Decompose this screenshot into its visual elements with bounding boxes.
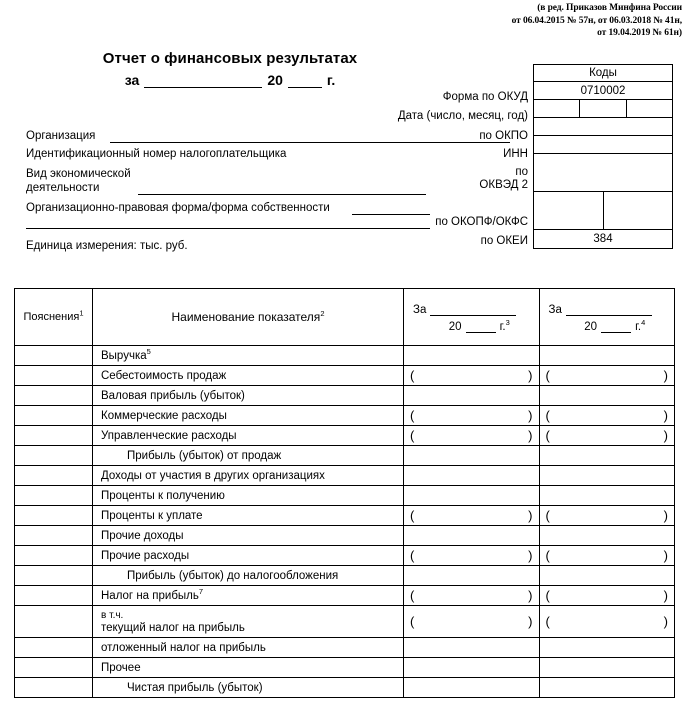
row-indicator-name: Валовая прибыль (убыток) <box>93 386 404 406</box>
codes-row-okei <box>534 230 672 248</box>
row-value-col-4[interactable] <box>539 546 675 566</box>
row-explanations-cell[interactable] <box>15 678 93 698</box>
row-value-col-4[interactable] <box>539 446 675 466</box>
row-value-col-4[interactable] <box>539 386 675 406</box>
row-value-col-3[interactable] <box>404 506 540 526</box>
value-parentheses <box>404 509 539 522</box>
paren-close: ) <box>528 548 533 563</box>
table-row <box>15 406 675 426</box>
table-row <box>15 486 675 506</box>
row-indicator-name: Прочие расходы <box>93 546 404 566</box>
date-year-value[interactable] <box>626 100 672 117</box>
value-parentheses <box>540 549 675 562</box>
row-value-col-3[interactable] <box>404 546 540 566</box>
row-indicator-note: 5 <box>146 346 151 356</box>
okpo-value[interactable] <box>534 118 672 135</box>
row-value-col-3[interactable] <box>404 386 540 406</box>
row-value-col-4[interactable] <box>539 346 675 366</box>
value-parentheses <box>404 549 539 562</box>
legal-form-label: Организационно-правовая форма/форма собственности <box>26 202 330 214</box>
row-indicator-name: Себестоимость продаж <box>93 366 404 386</box>
row-value-col-4[interactable] <box>539 406 675 426</box>
okopf-okfs-label: по ОКОПФ/ОКФС <box>435 216 528 228</box>
codes-box <box>533 64 673 249</box>
row-explanations-cell[interactable] <box>15 546 93 566</box>
header-explanations-label: Пояснения <box>23 311 80 323</box>
row-explanations-cell[interactable] <box>15 386 93 406</box>
row-indicator-name: отложенный налог на прибыль <box>93 638 404 658</box>
value-parentheses <box>540 369 675 382</box>
title-period-row <box>0 72 460 88</box>
row-value-col-4[interactable] <box>539 486 675 506</box>
row-indicator-name: Прочие доходы <box>93 526 404 546</box>
paren-close: ) <box>663 428 668 443</box>
row-explanations-cell[interactable] <box>15 366 93 386</box>
header-indicator-note: 2 <box>320 309 325 318</box>
unit-label: Единица измерения: тыс. руб. <box>26 240 188 252</box>
row-indicator-name: Управленческие расходы <box>93 426 404 446</box>
table-row <box>15 606 675 638</box>
row-value-col-4[interactable] <box>539 466 675 486</box>
value-parentheses <box>404 615 539 628</box>
value-parentheses <box>404 409 539 422</box>
row-value-col-4[interactable] <box>539 678 675 698</box>
row-explanations-cell[interactable] <box>15 466 93 486</box>
value-parentheses <box>404 429 539 442</box>
okud-value[interactable]: 0710002 <box>580 84 626 97</box>
year-suffix-label: г. <box>326 72 336 88</box>
header-period-col-3-input[interactable] <box>430 302 516 316</box>
table-row <box>15 566 675 586</box>
value-parentheses <box>540 589 675 602</box>
okved-label <box>330 166 528 191</box>
table-body <box>15 346 675 698</box>
row-value-col-3[interactable] <box>404 486 540 506</box>
row-indicator-name: Прочее <box>93 658 404 678</box>
codes-row-date <box>534 100 672 118</box>
paren-open: ( <box>410 548 415 563</box>
financial-results-table <box>14 288 675 698</box>
paren-close: ) <box>663 408 668 423</box>
row-value-col-3[interactable] <box>404 658 540 678</box>
header-period-col-3-prefix: За <box>413 303 427 316</box>
header-period-col-3-year-prefix: 20 <box>448 320 462 333</box>
codes-row-okved <box>534 154 672 192</box>
row-explanations-cell[interactable] <box>15 346 93 366</box>
period-input[interactable] <box>144 74 262 88</box>
table-row <box>15 526 675 546</box>
table-row <box>15 546 675 566</box>
paren-open: ( <box>410 508 415 523</box>
header-period-col-4 <box>539 289 675 346</box>
row-value-col-4[interactable] <box>539 526 675 546</box>
row-value-col-3[interactable] <box>404 606 540 638</box>
revision-note-line-2: от 06.04.2015 № 57н, от 06.03.2018 № 41н, <box>511 15 682 26</box>
table-row <box>15 426 675 446</box>
period-prefix-label: за <box>124 72 140 88</box>
row-explanations-cell[interactable] <box>15 486 93 506</box>
header-indicator-label: Наименование показателя <box>171 310 321 324</box>
row-indicator-name-line1: в т.ч. <box>101 610 124 621</box>
table-row <box>15 346 675 366</box>
activity-input[interactable] <box>138 194 426 195</box>
row-indicator-name: Прибыль (убыток) до налогообложения <box>93 566 404 586</box>
row-indicator-name: Налог на прибыль$^7$ <box>93 586 404 606</box>
activity-label-line2: деятельности <box>26 182 100 194</box>
value-parentheses <box>540 429 675 442</box>
paren-close: ) <box>528 588 533 603</box>
paren-open: ( <box>410 368 415 383</box>
row-value-col-3[interactable] <box>404 586 540 606</box>
organization-input[interactable] <box>110 142 510 143</box>
codes-row-okud <box>534 82 672 100</box>
table-row <box>15 506 675 526</box>
paren-close: ) <box>663 368 668 383</box>
header-period-col-3-suffix: г.$^3$ <box>499 317 510 333</box>
header-period-col-3-line1 <box>413 302 530 316</box>
legal-form-input-2[interactable] <box>26 228 430 229</box>
table-row <box>15 638 675 658</box>
row-explanations-cell[interactable] <box>15 606 93 638</box>
row-indicator-name: Чистая прибыль (убыток) <box>93 678 404 698</box>
inn-value[interactable] <box>534 136 672 153</box>
row-value-col-3[interactable] <box>404 466 540 486</box>
revision-note-line-1: (в ред. Приказов Минфина России <box>537 3 682 13</box>
okei-label: по ОКЕИ <box>480 235 528 247</box>
paren-close: ) <box>663 508 668 523</box>
header-period-col-4-note: 4 <box>641 317 646 327</box>
row-explanations-cell[interactable] <box>15 586 93 606</box>
year-input[interactable] <box>288 74 322 88</box>
codes-row-inn <box>534 136 672 154</box>
paren-close: ) <box>663 614 668 629</box>
row-explanations-cell[interactable] <box>15 406 93 426</box>
header-period-col-4-input[interactable] <box>566 302 652 316</box>
paren-open: ( <box>545 588 550 603</box>
row-value-col-3[interactable] <box>404 346 540 366</box>
value-parentheses <box>540 409 675 422</box>
paren-open: ( <box>545 548 550 563</box>
header-period-col-4-year-input[interactable] <box>601 319 631 333</box>
row-value-col-4[interactable] <box>539 638 675 658</box>
row-explanations-cell[interactable] <box>15 526 93 546</box>
okved-label-line2: ОКВЭД 2 <box>479 178 528 191</box>
codes-row-okopf-okfs <box>534 192 672 230</box>
paren-close: ) <box>528 508 533 523</box>
header-period-col-4-year-prefix: 20 <box>584 320 598 333</box>
okpo-label: по ОКПО <box>479 130 528 142</box>
paren-close: ) <box>663 548 668 563</box>
table-row <box>15 466 675 486</box>
row-indicator-name-line2: текущий налог на прибыль <box>101 622 245 634</box>
value-parentheses <box>404 589 539 602</box>
date-day-value[interactable] <box>534 100 579 117</box>
table-row <box>15 678 675 698</box>
paren-open: ( <box>545 368 550 383</box>
paren-close: ) <box>528 368 533 383</box>
row-indicator-name: Доходы от участия в других организациях <box>93 466 404 486</box>
inn-code-label: ИНН <box>503 148 528 160</box>
row-value-col-4[interactable] <box>539 566 675 586</box>
table-row <box>15 386 675 406</box>
table-header-row <box>15 289 675 346</box>
row-value-col-3[interactable] <box>404 406 540 426</box>
page-title: Отчет о финансовых результатах <box>102 50 358 67</box>
row-explanations-cell[interactable] <box>15 638 93 658</box>
row-indicator-name: Проценты к получению <box>93 486 404 506</box>
header-explanations <box>15 289 93 346</box>
row-value-col-4[interactable] <box>539 586 675 606</box>
header-period-col-3 <box>404 289 540 346</box>
header-period-col-4-line2 <box>549 319 666 333</box>
year-prefix-label: 20 <box>267 72 283 88</box>
paren-close: ) <box>528 428 533 443</box>
row-value-col-4[interactable] <box>539 426 675 446</box>
row-value-col-4[interactable] <box>539 606 675 638</box>
codes-box-header: Коды <box>534 65 672 82</box>
date-month-value[interactable] <box>579 100 625 117</box>
inn-label: Идентификационный номер налогоплательщика <box>26 148 287 160</box>
paren-open: ( <box>410 408 415 423</box>
okfs-value[interactable] <box>603 192 673 229</box>
paren-close: ) <box>528 614 533 629</box>
paren-close: ) <box>663 588 668 603</box>
row-indicator-name: Коммерческие расходы <box>93 406 404 426</box>
row-value-col-3[interactable] <box>404 526 540 546</box>
row-explanations-cell[interactable] <box>15 506 93 526</box>
header-period-col-4-prefix: За <box>548 303 562 316</box>
okopf-value[interactable] <box>534 192 603 229</box>
activity-label-line1: Вид экономической <box>26 168 131 180</box>
header-period-col-3-year-input[interactable] <box>466 319 496 333</box>
row-value-col-3[interactable] <box>404 638 540 658</box>
row-value-col-3[interactable] <box>404 446 540 466</box>
header-period-col-3-note: 3 <box>505 317 510 327</box>
paren-open: ( <box>545 408 550 423</box>
table-row <box>15 366 675 386</box>
okved-label-line1: по <box>515 166 528 178</box>
date-label: Дата (число, месяц, год) <box>397 110 528 122</box>
row-value-col-3[interactable] <box>404 566 540 586</box>
header-explanations-note: 1 <box>79 308 84 318</box>
row-value-col-4[interactable] <box>539 658 675 678</box>
okei-value[interactable]: 384 <box>593 233 613 245</box>
row-indicator-name: Прибыль (убыток) от продаж <box>93 446 404 466</box>
paren-close: ) <box>528 408 533 423</box>
title-block <box>0 50 460 88</box>
header-indicator <box>93 289 404 346</box>
organization-label: Организация <box>26 130 96 142</box>
revision-note <box>430 2 682 40</box>
okud-label: Форма по ОКУД <box>442 91 528 103</box>
paren-open: ( <box>545 428 550 443</box>
paren-open: ( <box>545 614 550 629</box>
table-row <box>15 586 675 606</box>
row-explanations-cell[interactable] <box>15 446 93 466</box>
paren-open: ( <box>410 588 415 603</box>
row-value-col-4[interactable] <box>539 366 675 386</box>
row-value-col-4[interactable] <box>539 506 675 526</box>
row-indicator-name <box>93 606 404 638</box>
value-parentheses <box>404 369 539 382</box>
revision-note-line-3: от 19.04.2019 № 61н) <box>597 28 682 38</box>
row-explanations-cell[interactable] <box>15 658 93 678</box>
row-explanations-cell[interactable] <box>15 566 93 586</box>
value-parentheses <box>540 509 675 522</box>
row-value-col-3[interactable] <box>404 678 540 698</box>
paren-open: ( <box>410 428 415 443</box>
row-indicator-note: 7 <box>198 586 204 596</box>
table-row <box>15 446 675 466</box>
header-period-col-4-suffix: г.$^4$ <box>635 317 646 333</box>
row-value-col-3[interactable] <box>404 426 540 446</box>
header-period-col-4-line1 <box>549 302 666 316</box>
paren-open: ( <box>410 614 415 629</box>
okved-value[interactable] <box>534 154 672 191</box>
row-indicator-name: Выручка$^5$ <box>93 346 404 366</box>
codes-row-okpo <box>534 118 672 136</box>
value-parentheses <box>540 615 675 628</box>
paren-open: ( <box>545 508 550 523</box>
header-period-col-3-line2 <box>413 319 530 333</box>
row-indicator-name: Проценты к уплате <box>93 506 404 526</box>
row-value-col-3[interactable] <box>404 366 540 386</box>
row-explanations-cell[interactable] <box>15 426 93 446</box>
table-row <box>15 658 675 678</box>
legal-form-input[interactable] <box>352 214 430 215</box>
